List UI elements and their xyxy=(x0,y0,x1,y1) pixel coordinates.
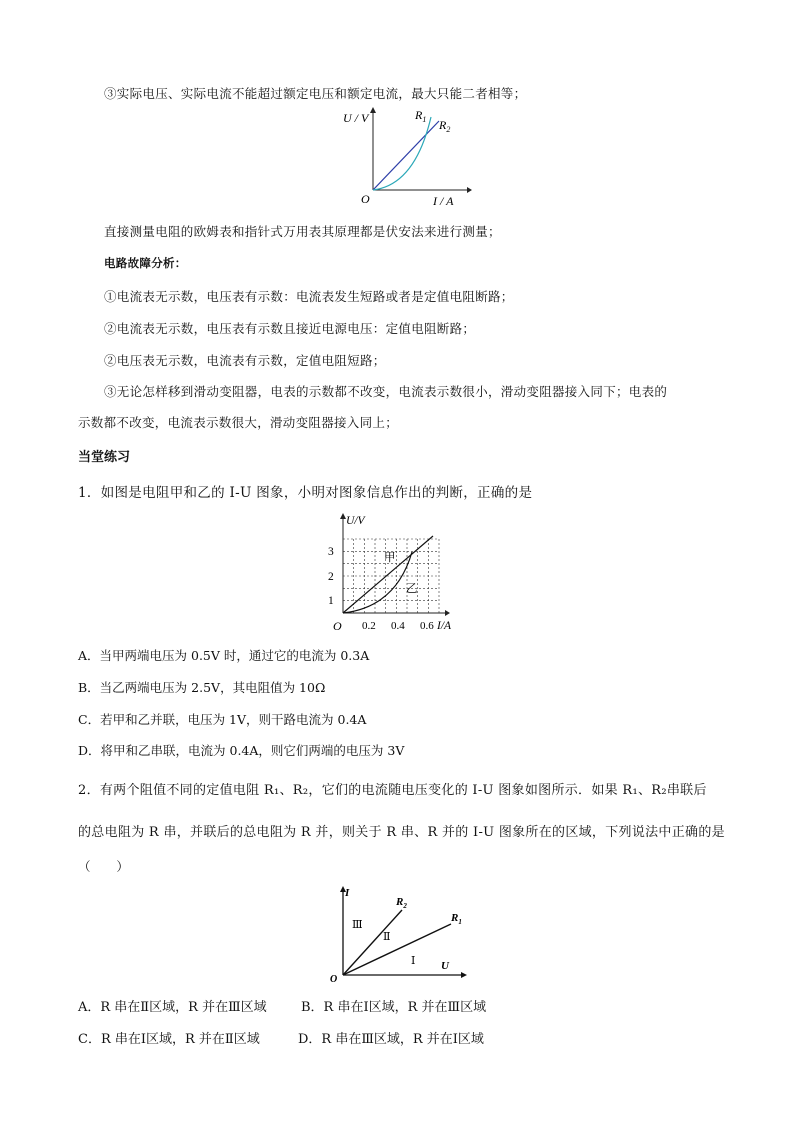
q1-option-b: B．当乙两端电压为 2.5V，其电阻值为 10Ω xyxy=(78,680,326,695)
q1-xlabel: I/A xyxy=(437,620,452,632)
q2-option-a: A．R 串在Ⅱ区域，R 并在Ⅲ区域 xyxy=(78,1000,267,1015)
fig1-origin: O xyxy=(361,192,370,206)
fault-heading: 电路故障分析： xyxy=(104,256,187,270)
fig1-ylabel: U / V xyxy=(343,111,369,125)
x-axis-arrow xyxy=(467,187,472,193)
note-rated-limit: ③实际电压、实际电流不能超过额定电压和额定电流，最大只能二者相等； xyxy=(104,86,527,101)
q1-stem: 1．如图是电阻甲和乙的 I-U 图象，小明对图象信息作出的判断，正确的是 xyxy=(78,485,533,501)
q2-iu-figure xyxy=(325,880,475,985)
ohmmeter-note: 直接测量电阻的欧姆表和指针式万用表其原理都是伏安法来进行测量； xyxy=(104,224,501,239)
q1-origin: O xyxy=(333,619,342,633)
fault-item-2: ②电流表无示数，电压表有示数且接近电源电压：定值电阻断路； xyxy=(104,321,476,336)
q2-r1-label: $R_1$ xyxy=(451,912,462,926)
q2-region-3: Ⅲ xyxy=(352,919,363,931)
fault-item-1: ①电流表无示数，电压表有示数：电流表发生短路或者是定值电阻断路； xyxy=(104,289,514,304)
q1-option-a: A．当甲两端电压为 0.5V 时，通过它的电流为 0.3A xyxy=(78,648,370,663)
q1-xtick-0.2: 0.2 xyxy=(362,620,376,632)
q2-stem-line2: 的总电阻为 R 串，并联后的总电阻为 R 并，则关于 R 串、R 并的 I-U 图象所在的区域，下列说法中正确的是 xyxy=(78,825,725,840)
q2-xlabel: U xyxy=(441,960,449,972)
q1-option-d: D．将甲和乙串联，电流为 0.4A，则它们两端的电压为 3V xyxy=(78,743,405,758)
r1-curve xyxy=(373,117,431,190)
q1-label-yi: 乙 xyxy=(406,583,418,595)
q1-jia-line xyxy=(343,536,433,613)
q2-x-axis-arrow xyxy=(461,972,467,978)
fault-item-4-line1: ③无论怎样移到滑动变阻器，电表的示数都不改变，电流表示数很小，滑动变阻器接入同下；电表的 xyxy=(104,384,668,399)
q2-ylabel: I xyxy=(345,887,350,899)
q1-iu-chart xyxy=(318,510,453,634)
q2-option-c: C．R 串在Ⅰ区域，R 并在Ⅱ区域 xyxy=(78,1032,260,1047)
q1-ylabel: U/V xyxy=(346,515,365,527)
q2-region-1: Ⅰ xyxy=(411,955,416,967)
fig1-r2-label: $R_2$ xyxy=(439,118,451,134)
q1-label-jia: 甲 xyxy=(384,552,396,564)
q2-stem-line1: 2．有两个阻值不同的定值电阻 R₁、R₂，它们的电流随电压变化的 I-U 图象如图所示．如果 R₁、R₂串联后 xyxy=(78,783,707,798)
y-axis-arrow xyxy=(370,107,376,113)
q2-answer-blank: （ ） xyxy=(78,859,130,874)
q1-ytick-2: 2 xyxy=(328,571,334,583)
q1-xtick-0.4: 0.4 xyxy=(391,620,405,632)
q2-region-2: Ⅱ xyxy=(383,931,391,943)
fig1-xlabel: I / A xyxy=(433,194,454,208)
r2-line xyxy=(373,121,439,190)
q1-xtick-0.6: 0.6 xyxy=(420,620,434,632)
q2-option-b: B．R 串在Ⅰ区域，R 并在Ⅲ区域 xyxy=(301,1000,487,1015)
practice-heading: 当堂练习 xyxy=(78,450,131,465)
fault-item-3: ②电压表无示数，电流表有示数，定值电阻短路； xyxy=(104,353,386,368)
r1-r2-curve-figure xyxy=(335,105,475,210)
q2-r1-line xyxy=(343,924,451,975)
q2-r2-label: $R_2$ xyxy=(396,896,407,910)
q1-grid xyxy=(343,539,439,613)
fig1-r1-label: $R_1$ xyxy=(415,108,427,124)
q2-option-d: D．R 串在Ⅲ区域，R 并在Ⅰ区域 xyxy=(298,1032,484,1047)
q1-x-axis-arrow xyxy=(445,610,450,616)
q1-option-c: C．若甲和乙并联，电压为 1V，则干路电流为 0.4A xyxy=(78,712,367,727)
q1-ytick-3: 3 xyxy=(328,546,334,558)
q1-ytick-1: 1 xyxy=(328,595,334,607)
fault-item-4-line2: 示数都不改变，电流表示数很大，滑动变阻器接入同上； xyxy=(78,415,399,430)
q2-origin: O xyxy=(330,974,338,985)
